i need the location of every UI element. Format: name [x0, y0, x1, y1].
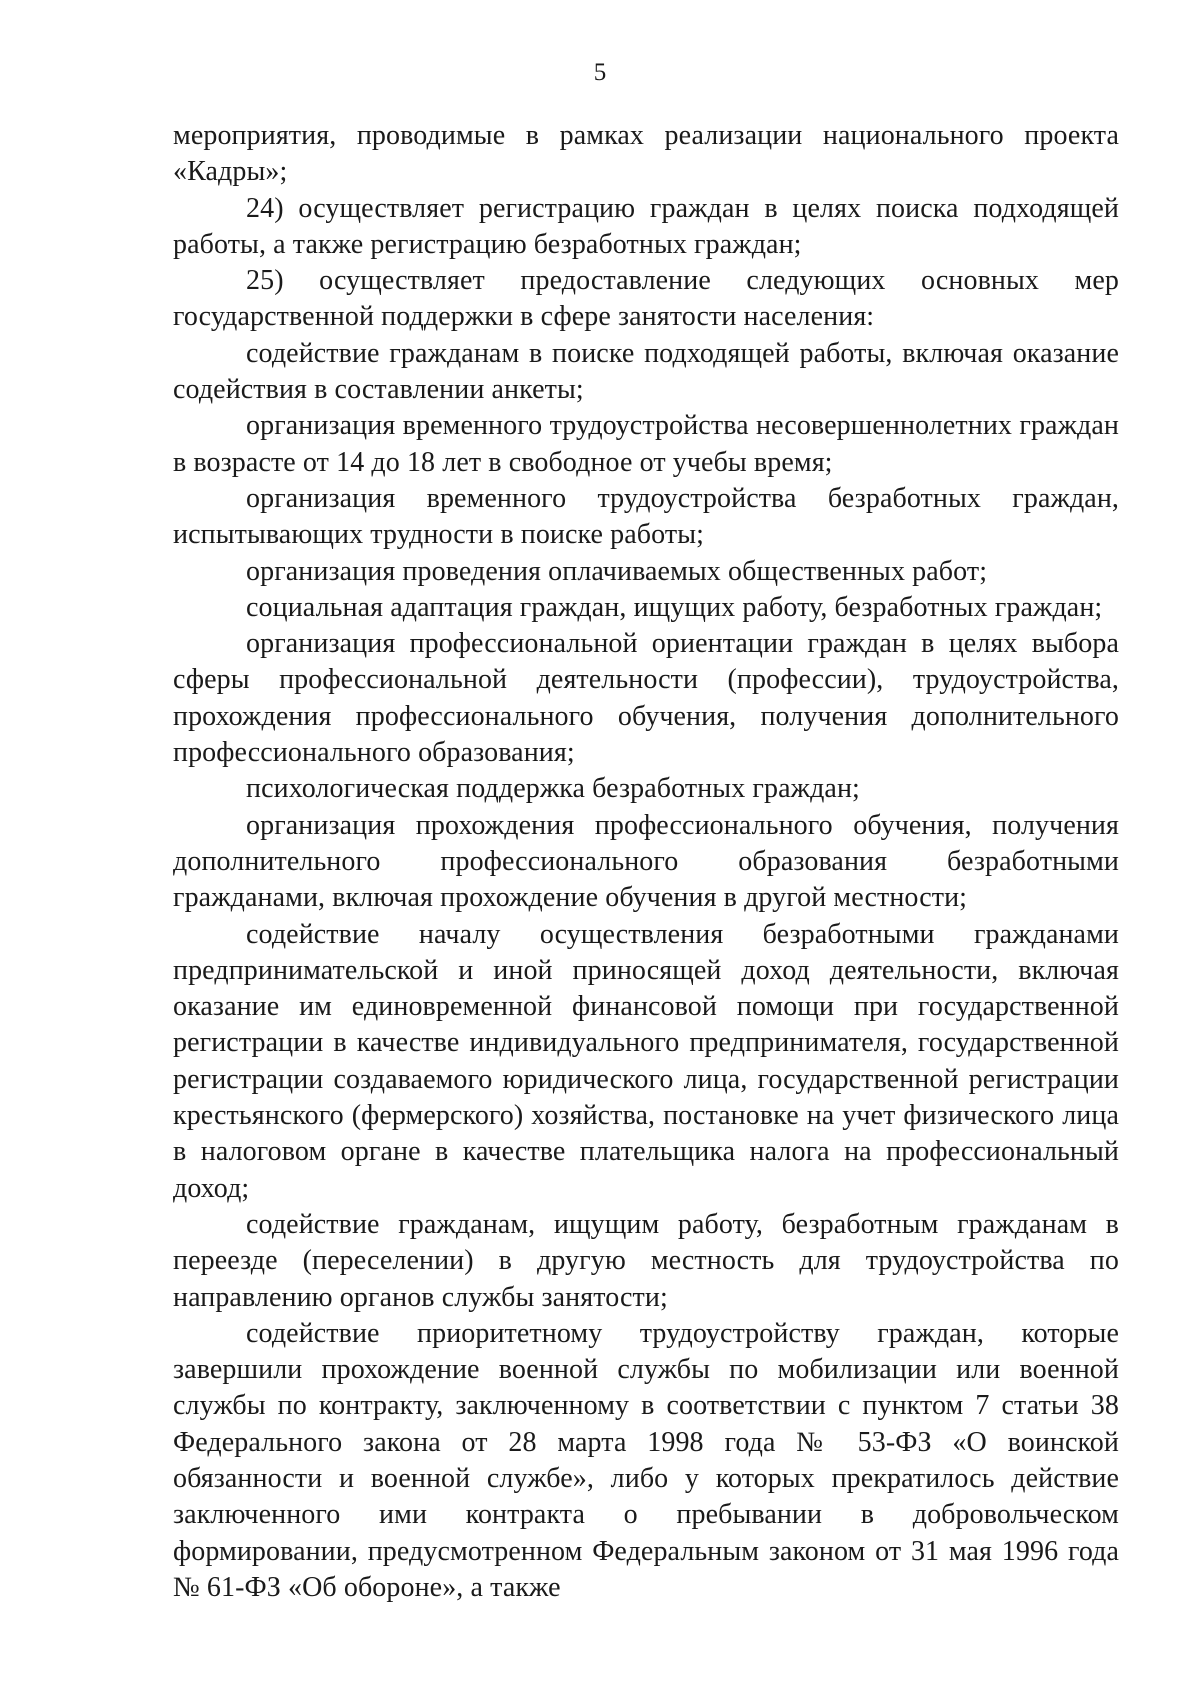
paragraph-support-measure: содействие гражданам в поиске подходящей работы, включая оказание содействия в составлении анкеты;: [173, 337, 1119, 406]
paragraph-item-25: 25) осуществляет предоставление следующих основных мер государственной поддержки в сфере занятости населения:: [173, 265, 1119, 333]
document-body: [173, 118, 1119, 1606]
paragraph-support-measure: психологическая поддержка безработных граждан;: [246, 773, 860, 805]
paragraph-support-measure: содействие гражданам, ищущим работу, безработным гражданам в переезде (переселении) в другую местность для трудоустройства по направлению органов службы занятости;: [173, 1208, 1119, 1313]
page-number: 5: [593, 59, 607, 86]
paragraph-support-measure: социальная адаптация граждан, ищущих работу, безработных граждан;: [246, 591, 1103, 623]
paragraph-support-measure: организация проведения оплачиваемых общественных работ;: [246, 555, 988, 587]
paragraph-continuation: мероприятия, проводимые в рамках реализации национального проекта «Кадры»;: [173, 120, 1119, 188]
paragraph-item-24: 24) осуществляет регистрацию граждан в целях поиска подходящей работы, а также регистрацию безработных граждан;: [173, 192, 1119, 260]
paragraph-support-measure: организация прохождения профессионального обучения, получения дополнительного профессионального образования безработными гражданами, включая прохождение обучения в другой местности;: [173, 809, 1119, 914]
paragraph-support-measure: содействие приоритетному трудоустройству граждан, которые завершили прохождение военной службы по мобилизации или военной службы по контракту, заключенному в соответствии с пунктом 7 статьи 38 Федерального закона от 28 марта 1998 года № 53-ФЗ «О воинской обязанности и военной службе», либо у которых прекратилось действие заключенного ими контракта о пребывании в добровольческом формировании, предусмотренном Федеральным законом от 31 мая 1996 года № 61-ФЗ «Об обороне», а также: [173, 1317, 1119, 1603]
paragraph-support-measure: организация временного трудоустройства несовершеннолетних граждан в возрасте от 14 до 18 лет в свободное от учебы время;: [173, 410, 1119, 478]
paragraph-support-measure: содействие началу осуществления безработными гражданами предпринимательской и иной приносящей доход деятельности, включая оказание им единовременной финансовой помощи при государственной регистрации в качестве индивидуального предпринимателя, государственной регистрации создаваемого юридического лица, государственной регистрации крестьянского (фермерского) хозяйства, постановке на учет физического лица в налоговом органе в качестве плательщика налога на профессиональный доход;: [173, 918, 1119, 1204]
paragraph-support-measure: организация профессиональной ориентации граждан в целях выбора сферы профессиональной деятельности (профессии), трудоустройства, прохождения профессионального обучения, получения дополнительного профессионального образования;: [173, 628, 1119, 769]
paragraph-support-measure: организация временного трудоустройства безработных граждан, испытывающих трудности в поиске работы;: [173, 482, 1119, 551]
